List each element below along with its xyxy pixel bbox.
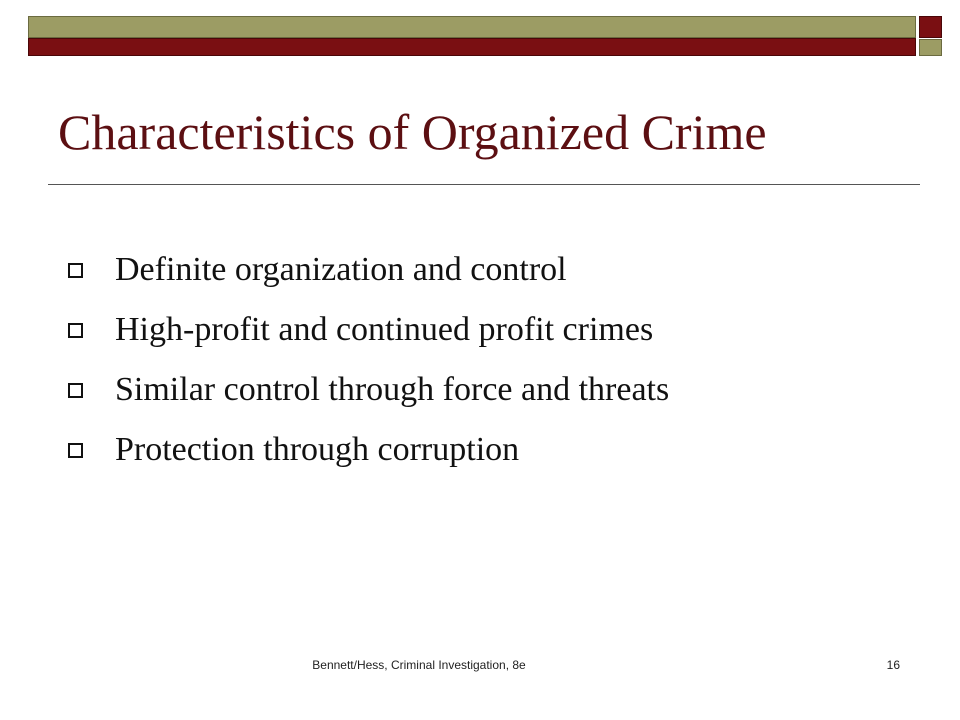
bullet-text: Definite organization and control [115,251,567,288]
bullet-item [68,360,669,420]
bullet-item [68,420,669,480]
banner-olive-stripe [28,16,916,38]
banner-maroon-square [919,16,942,38]
hollow-square-bullet-icon [68,443,83,458]
hollow-square-bullet-icon [68,383,83,398]
bullet-text: Protection through corruption [115,431,520,468]
hollow-square-bullet-icon [68,323,83,338]
header-banner [28,16,942,56]
hollow-square-bullet-icon [68,263,83,278]
bullet-list [68,240,669,480]
bullet-item [68,300,669,360]
bullet-text: High-profit and continued profit crimes [115,311,654,348]
banner-maroon-stripe [28,38,916,56]
page-number: 16 [886,658,900,672]
banner-olive-square [919,39,942,56]
slide-title: Characteristics of Organized Crime [58,104,767,160]
bullet-item [68,240,669,300]
bullet-text: Similar control through force and threats [115,371,670,408]
footer-credit: Bennett/Hess, Criminal Investigation, 8e [312,658,526,672]
title-divider [48,184,920,185]
